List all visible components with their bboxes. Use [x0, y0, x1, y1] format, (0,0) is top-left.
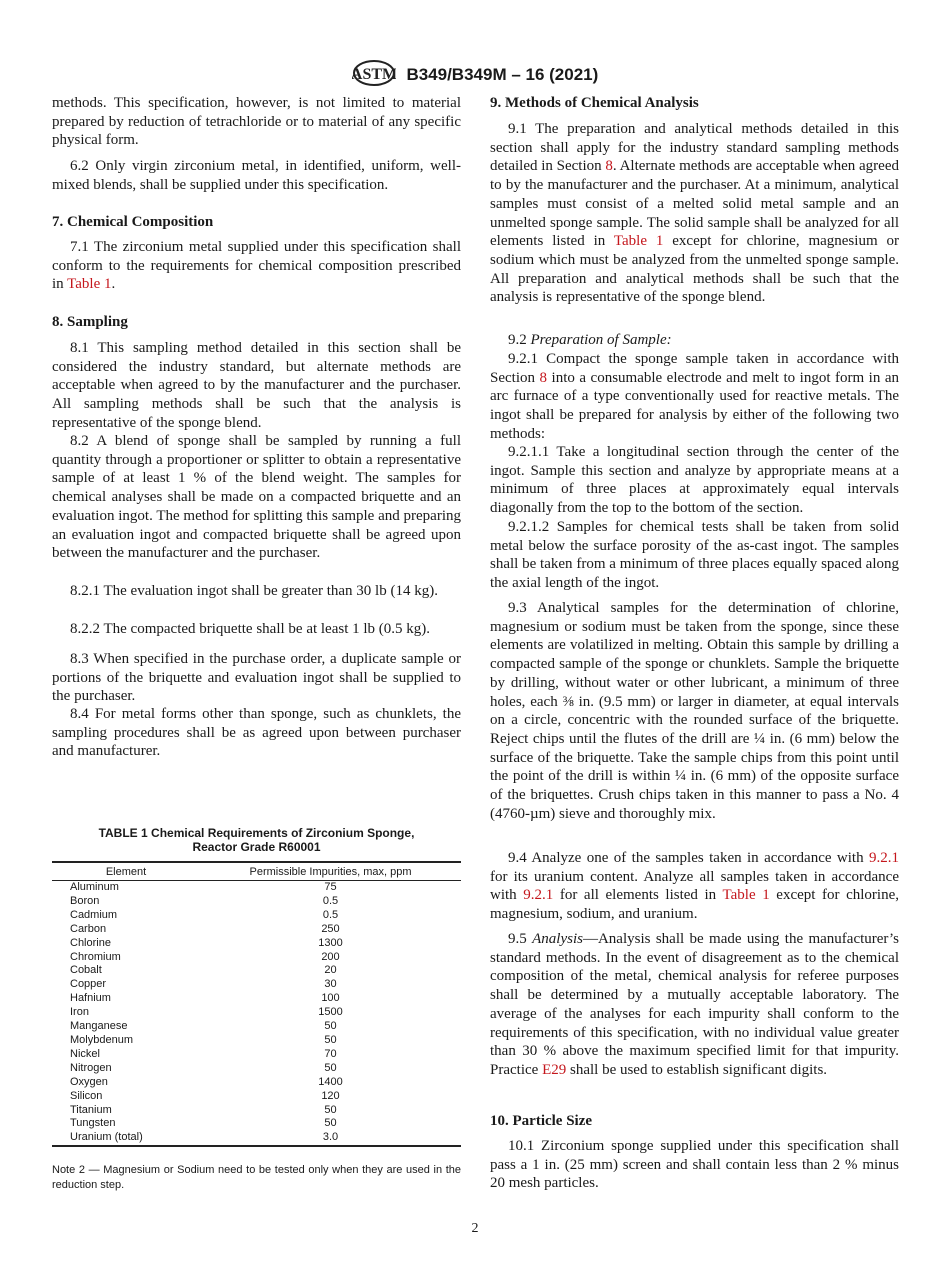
impurity-limit: 50	[324, 1033, 337, 1046]
table-row	[52, 1131, 461, 1146]
text: methods. This specification, however, is not limited to material prepared by reduction of tetrachloride or to material of any specific physical form.	[52, 95, 461, 149]
impurity-limit: 200	[321, 950, 340, 963]
text: —Analysis shall be made using the manufacturer’s standard methods. In the event of disagreement as to the chemical composition of the metal, chemical analysis for referee purposes shall be determined by a mutually acceptable laboratory. The average of the analyses for each impurity shall conform to the requirements of this specification, with no individual value greater than 30 % above the maximum specified limit for that impurity. Practice	[490, 931, 899, 1078]
table-row	[52, 909, 461, 923]
table-row	[52, 1048, 461, 1062]
text: 8.2 A blend of sponge shall be sampled by running a full quantity through a proportioner or splitter to obtain a representative sample of at least 1 % of the blend weight. The samples for chemical analyses shall be made on a compacted briquette and an evaluation ingot. The method for splitting this sample and preparing an evaluation ingot and compacted briquette shall be agreed upon between the manufacturer and the purchaser.	[52, 433, 461, 562]
text: 9. Methods of Chemical Analysis	[490, 95, 699, 111]
text: 9.3 Analytical samples for the determination of chlorine, magnesium or sodium must be taken from the sponge, since these elements are volatilized in melting. Obtain this sample by drilling a compacted sample of the sponge or chunklets. Sample the briquette by drilling, without water or other lubricant, a minimum of three holes, each ⅜ in. (9.5 mm) or larger in diameter, at equal intervals on a circle, concentric with the rounded surface of the briquette. Reject chips until the flutes of the drill are ¼ in. (6 mm) below the surface of the briquette. Take the sample chips from this point until the point of the drill is within ¼ in. (6 mm) of the opposite surface of the briquettes. Crush chips taken in this manner to pass a No. 4 (4760-µm) sieve and thoroughly mix.	[490, 600, 899, 822]
paragraph	[52, 432, 461, 563]
table-caption-line: TABLE 1 Chemical Requirements of Zirconium Sponge,	[98, 826, 415, 840]
impurity-limit: 250	[321, 922, 340, 935]
impurity-limit: 75	[324, 881, 337, 893]
element-name: Titanium	[70, 1103, 112, 1116]
text: 9.2	[508, 332, 531, 348]
section-heading	[52, 313, 461, 332]
table-row	[52, 881, 461, 895]
element-name: Molybdenum	[70, 1033, 133, 1046]
element-name: Chromium	[70, 950, 121, 963]
impurity-limit: 50	[324, 1117, 337, 1130]
element-name: Silicon	[70, 1089, 103, 1102]
text: 10.1 Zirconium sponge supplied under this specification shall pass a 1 in. (25 mm) screen and shall contain less than 2 % minus 20 mesh particles.	[490, 1138, 899, 1192]
impurity-limit: 30	[324, 978, 337, 991]
paragraph	[52, 620, 461, 639]
text: into a consumable electrode and melt to ingot form in an arc furnace of a type conventionally used for reactive metals. The ingot shall be prepared for analysis by either of the following two methods:	[490, 369, 900, 442]
italic-text: Analysis	[532, 931, 583, 947]
text: 9.5	[508, 931, 533, 947]
paragraph	[52, 650, 461, 706]
paragraph	[52, 157, 461, 194]
impurity-limit: 3.0	[200, 1131, 461, 1146]
element-name: Nitrogen	[70, 1061, 112, 1074]
document-designation: B349/B349M – 16 (2021)	[406, 64, 599, 84]
element-name: Nickel	[70, 1047, 100, 1060]
text: 8.4 For metal forms other than sponge, such as chunklets, the sampling procedures shall be as agreed upon between purchaser and manufacturer.	[52, 706, 461, 760]
paragraph	[490, 930, 899, 1080]
text: 8.1 This sampling method detailed in this section shall be considered the industry standard, but alternate methods are acceptable when agreed to by the manufacturer and the purchaser. All sampling methods shall be such that the analysis is representative of the sponge blend.	[52, 340, 461, 431]
impurity-limit: 1500	[318, 1006, 343, 1019]
impurity-limit: 1300	[318, 936, 343, 949]
cross-reference-link[interactable]: 8	[605, 158, 613, 175]
text: 8. Sampling	[52, 314, 128, 330]
impurity-limit: 50	[324, 1020, 337, 1033]
svg-text:ASTM: ASTM	[351, 66, 396, 83]
table-row	[52, 895, 461, 909]
paragraph	[490, 599, 899, 823]
paragraph	[490, 350, 899, 444]
cross-reference-link[interactable]: Table 1	[613, 233, 664, 250]
impurity-limit: 100	[321, 992, 340, 1005]
impurity-limit: 120	[321, 1089, 340, 1102]
text: 9.2.1.2 Samples for chemical tests shall be taken from solid metal below the surface porosity of the as-cast ingot. The samples shall be taken from a minimum of three places equally spaced along the axial length of the ingot.	[490, 519, 899, 592]
impurity-limit: 50	[324, 1103, 337, 1116]
text: 9.1 The preparation and analytical methods detailed in this section shall apply for the industry standard sampling methods detailed in Section	[490, 121, 899, 175]
text: 9.2.1 Compact the sponge sample taken in accordance with Section	[490, 351, 899, 386]
italic-text: Preparation of Sample:	[530, 332, 672, 348]
paragraph	[490, 120, 899, 307]
text: 9.2.1.1 Take a longitudinal section through the center of the ingot. Sample this section and analyze by appropriate means at a minimum of three places at approximately equal intervals diagonally from the top to the bottom of the section.	[490, 444, 899, 517]
element-name: Aluminum	[70, 881, 119, 893]
paragraph	[490, 518, 899, 593]
text: . Alternate methods are acceptable when agreed to by the manufacturer and the purchaser. At a minimum, analytical samples must consist of a melted solid metal sample and an unmelted sponge sample. The solid sample shall be analyzed for all elements listed in	[490, 158, 899, 250]
table-row	[52, 964, 461, 978]
text: 6.2 Only virgin zirconium metal, in identified, uniform, well-mixed blends, shall be supplied under this specification.	[52, 158, 461, 193]
chemical-requirements-table	[52, 861, 461, 1147]
table-row	[52, 1104, 461, 1118]
paragraph	[52, 705, 461, 761]
text: 8.2.1 The evaluation ingot shall be greater than 30 lb (14 kg).	[70, 583, 438, 599]
paragraph	[52, 339, 461, 433]
text: 10. Particle Size	[490, 1113, 593, 1129]
element-name: Manganese	[70, 1020, 128, 1033]
cross-reference-link[interactable]: 9.2.1	[523, 887, 554, 904]
impurity-limit: 0.5	[322, 908, 339, 921]
table-row	[52, 978, 461, 992]
table-row	[52, 1090, 461, 1104]
text: except for chlorine, magnesium or sodium which must be analyzed from the unmelted sponge sample. All preparation and analytical methods shall be such that the analysis is representative of the sponge blend.	[490, 233, 899, 306]
element-name: Uranium (total)	[52, 1131, 200, 1146]
text: .	[111, 276, 116, 293]
cross-reference-link[interactable]: Table 1	[67, 276, 112, 293]
paragraph	[52, 582, 461, 601]
impurity-limit: 70	[324, 1047, 337, 1060]
element-name: Copper	[70, 978, 107, 991]
element-name: Iron	[70, 1006, 89, 1019]
text: 9.4 Analyze one of the samples taken in accordance with	[508, 850, 869, 866]
column-header-element: Element	[52, 862, 200, 881]
page-header	[0, 58, 950, 93]
page-number: 2	[471, 1221, 479, 1236]
element-name: Oxygen	[70, 1075, 108, 1088]
table-row	[52, 1020, 461, 1034]
element-name: Cobalt	[70, 964, 102, 977]
paragraph	[490, 443, 899, 518]
section-heading	[490, 94, 899, 113]
column-header-impurities: Permissible Impurities, max, ppm	[200, 862, 461, 881]
astm-logo-icon	[352, 58, 396, 93]
impurity-limit: 0.5	[322, 894, 339, 907]
table-row	[52, 1076, 461, 1090]
text: 8.2.2 The compacted briquette shall be at least 1 lb (0.5 kg).	[70, 621, 431, 637]
table-row	[52, 992, 461, 1006]
paragraph	[52, 238, 461, 294]
impurity-limit: 50	[324, 1061, 337, 1074]
paragraph	[490, 331, 899, 350]
element-name: Tungsten	[70, 1117, 116, 1130]
text: shall be used to establish significant digits.	[566, 1061, 828, 1078]
cross-reference-link[interactable]: Table 1	[722, 887, 770, 904]
section-heading	[52, 213, 461, 232]
impurity-limit: 20	[324, 964, 337, 977]
text: for its uranium content. Analyze all samples taken in accordance with	[490, 868, 899, 904]
table-row	[52, 951, 461, 965]
element-name: Carbon	[70, 922, 107, 935]
table-row	[52, 1006, 461, 1020]
paragraph	[52, 94, 461, 150]
text: 8.3 When specified in the purchase order, a duplicate sample or portions of the briquette and evaluation ingot shall be supplied to the purchaser.	[52, 651, 461, 705]
cross-reference-link[interactable]: 9.2.1	[869, 850, 899, 866]
table-caption	[52, 826, 461, 854]
text: for all elements listed in	[553, 887, 723, 904]
table-caption-line: Reactor Grade R60001	[192, 840, 321, 854]
element-name: Boron	[70, 894, 100, 907]
table-row	[52, 937, 461, 951]
table-row	[52, 923, 461, 937]
paragraph	[490, 849, 899, 924]
element-name: Chlorine	[70, 936, 111, 949]
text: 7.1 The zirconium metal supplied under this specification shall conform to the requirements for chemical composition prescribed in	[52, 239, 461, 293]
table-row	[52, 1117, 461, 1131]
paragraph	[490, 1137, 899, 1193]
table-note: Note 2 — Magnesium or Sodium need to be tested only when they are used in the reduction step.	[52, 1164, 461, 1191]
table-row	[52, 1062, 461, 1076]
element-name: Cadmium	[70, 908, 118, 921]
cross-reference-link[interactable]: 8	[539, 369, 548, 386]
section-heading	[490, 1112, 899, 1131]
impurity-limit: 1400	[318, 1075, 343, 1088]
table-row	[52, 1034, 461, 1048]
text: 7. Chemical Composition	[52, 214, 214, 230]
text: except for chlorine, magnesium, sodium, and uranium.	[490, 887, 899, 923]
cross-reference-link[interactable]: E29	[542, 1061, 567, 1078]
element-name: Hafnium	[70, 992, 111, 1005]
